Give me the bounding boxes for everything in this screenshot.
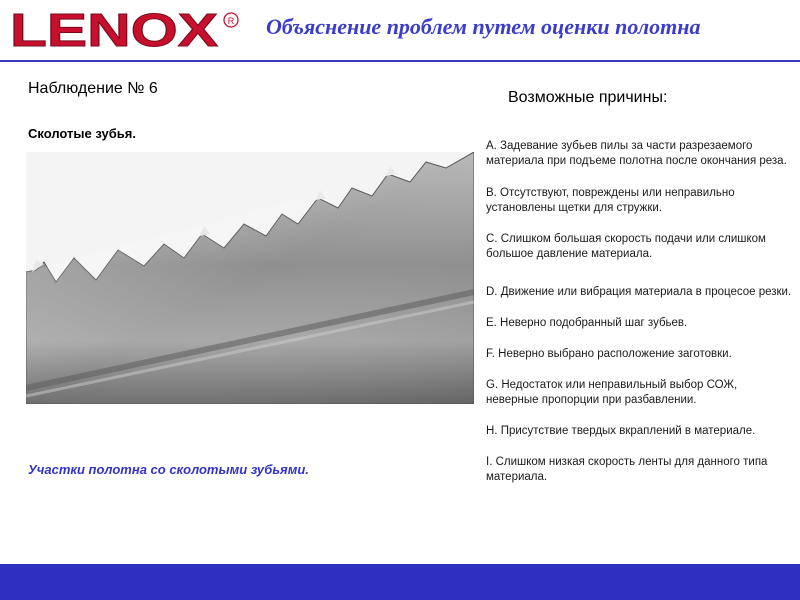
registered-mark-text: R [227, 16, 235, 26]
cause-item-g: G. Недостаток или неправильный выбор СОЖ, неверные пропорции при разбавлении. [486, 379, 738, 406]
cause-item-d: D. Движение или вибрация материала в процесое резки. [486, 286, 792, 298]
header-divider [0, 60, 800, 62]
cause-item-i: I. Слишком низкая скорость ленты для данного типа материала. [486, 456, 768, 483]
observation-title: Наблюдение № 6 [28, 80, 158, 97]
photo-caption: Участки полотна со сколотыми зубьями. [28, 462, 309, 477]
causes-list [486, 139, 792, 485]
page-title: Объяснение проблем путем оценки полотна [266, 14, 701, 39]
lenox-logo [8, 6, 240, 54]
logo-text: LENOX [10, 6, 219, 54]
cause-item-a: A. Задевание зубьев пилы за части разрезаемого материала при подъеме полотна после окончания реза. [486, 140, 787, 167]
saw-blade-photo [26, 152, 474, 404]
slide-header [0, 0, 800, 60]
causes-title: Возможные причины: [508, 89, 668, 106]
footer-bar [0, 564, 800, 600]
cause-item-h: H. Присутствие твердых вкраплений в материале. [486, 425, 756, 437]
cause-item-e: E. Неверно подобранный шаг зубьев. [486, 317, 688, 329]
cause-item-f: F. Неверно выбрано расположение заготовки. [486, 348, 732, 360]
cause-item-b: B. Отсутствуют, повреждены или неправильно установлены щетки для стружки. [486, 187, 735, 214]
cause-item-c: C. Слишком большая скорость подачи или слишком большое давление материала. [486, 233, 766, 260]
observation-subtitle: Сколотые зубья. [28, 126, 136, 141]
